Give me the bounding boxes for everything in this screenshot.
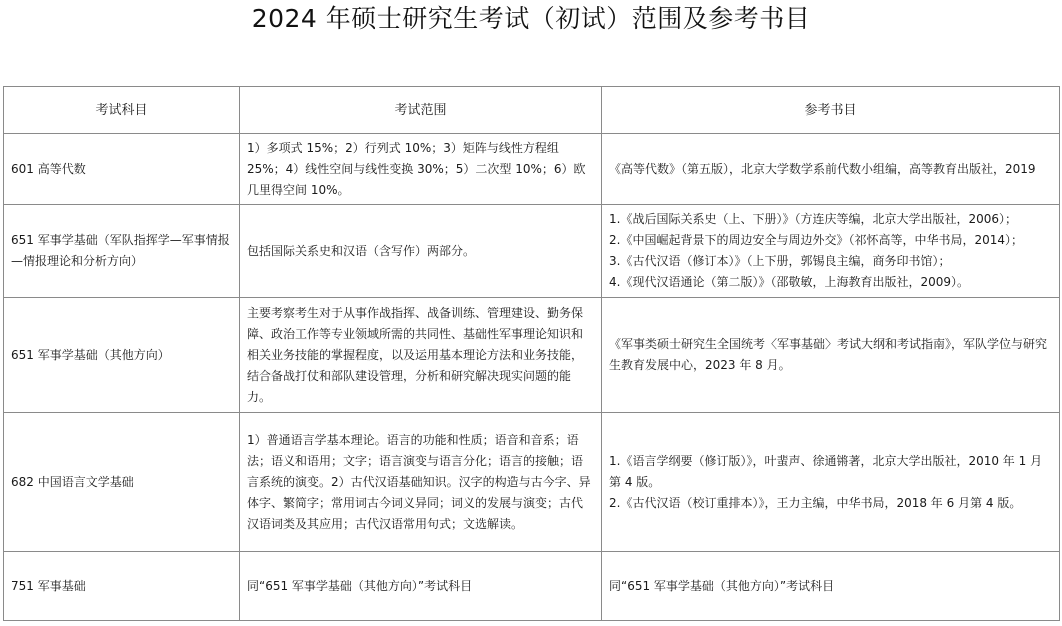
table-row [4, 134, 1060, 205]
reference-item: 3.《古代汉语（修订本）》（上下册，郭锡良主编，商务印书馆）； [609, 254, 951, 268]
table-row [4, 552, 1060, 621]
column-header-subject: 考试科目 [4, 87, 240, 134]
subject-cell [4, 413, 240, 552]
page-title: 2024 年硕士研究生考试（初试）范围及参考书目 [251, 4, 811, 33]
exam-scope-table [3, 86, 1060, 621]
table-row [4, 413, 1060, 552]
reference-item: 1.《语言学纲要（修订版）》，叶蜚声、徐通锵著，北京大学出版社，2010 年 1 月第 4 版。 [609, 453, 1043, 489]
subject-cell [4, 552, 240, 621]
scope-cell [240, 298, 602, 413]
reference-item: 2.《古代汉语（校订重排本）》，王力主编，中华书局，2018 年 6 月第 4 版。 [609, 495, 1022, 510]
subject-cell [4, 205, 240, 298]
scope-cell [240, 552, 602, 621]
subject-text: 682 中国语言文学基础 [11, 474, 134, 489]
column-header-scope: 考试范围 [240, 87, 602, 134]
subject-text: 651 军事学基础（军队指挥学—军事情报—情报理论和分析方向） [11, 233, 230, 268]
subject-text: 751 军事基础 [11, 578, 86, 593]
references-cell [602, 298, 1060, 413]
reference-item: 1.《战后国际关系史（上、下册）》（方连庆等编，北京大学出版社，2006）； [609, 212, 1017, 226]
scope-text: 包括国际关系史和汉语（含写作）两部分。 [247, 243, 476, 258]
subject-cell [4, 134, 240, 205]
scope-text: 1）普通语言学基本理论。语言的功能和性质；语音和音系；语法；语义和语用；文字；语言演变与语言分化；语言的接触；语言系统的演变。2）古代汉语基础知识。汉字的构造与古今字、异体字、繁简字；常用词古今词义异同；词义的发展与演变；古代汉语词类及其应用；古代汉语常用句式；文选解读。 [247, 432, 591, 531]
references-cell [602, 205, 1060, 298]
table-row [4, 298, 1060, 413]
scope-text: 1）多项式 15%；2）行列式 10%；3）矩阵与线性方程组 25%；4）线性空间与线性变换 30%；5）二次型 10%；6）欧几里得空间 10%。 [247, 140, 586, 197]
subject-text: 601 高等代数 [11, 161, 86, 176]
reference-item: 《高等代数》（第五版），北京大学数学系前代数小组编，高等教育出版社，2019 [609, 161, 1036, 176]
table-header-row [4, 87, 1060, 134]
table-row [4, 205, 1060, 298]
references-cell [602, 413, 1060, 552]
reference-item: 2.《中国崛起背景下的周边安全与周边外交》（祁怀高等，中华书局，2014）； [609, 233, 1023, 247]
references-cell [602, 552, 1060, 621]
scope-text: 同“651 军事学基础（其他方向）”考试科目 [247, 578, 473, 593]
column-header-references: 参考书目 [602, 87, 1060, 134]
subject-text: 651 军事学基础（其他方向） [11, 347, 170, 362]
reference-item: 4.《现代汉语通论（第二版）》（邵敬敏，上海教育出版社，2009）。 [609, 275, 969, 289]
reference-item: 《军事类硕士研究生全国统考〈军事基础〉考试大纲和考试指南》，军队学位与研究生教育发展中心，2023 年 8 月。 [609, 337, 1048, 372]
scope-cell [240, 205, 602, 298]
reference-item: 同“651 军事学基础（其他方向）”考试科目 [609, 578, 835, 593]
scope-text: 主要考察考生对于从事作战指挥、战备训练、管理建设、勤务保障、政治工作等专业领域所需的共同性、基础性军事理论知识和相关业务技能的掌握程度，以及运用基本理论方法和业务技能，结合备战打仗和部队建设管理，分析和研究解决现实问题的能力。 [247, 305, 584, 404]
scope-cell [240, 134, 602, 205]
scope-cell [240, 413, 602, 552]
references-cell [602, 134, 1060, 205]
subject-cell [4, 298, 240, 413]
